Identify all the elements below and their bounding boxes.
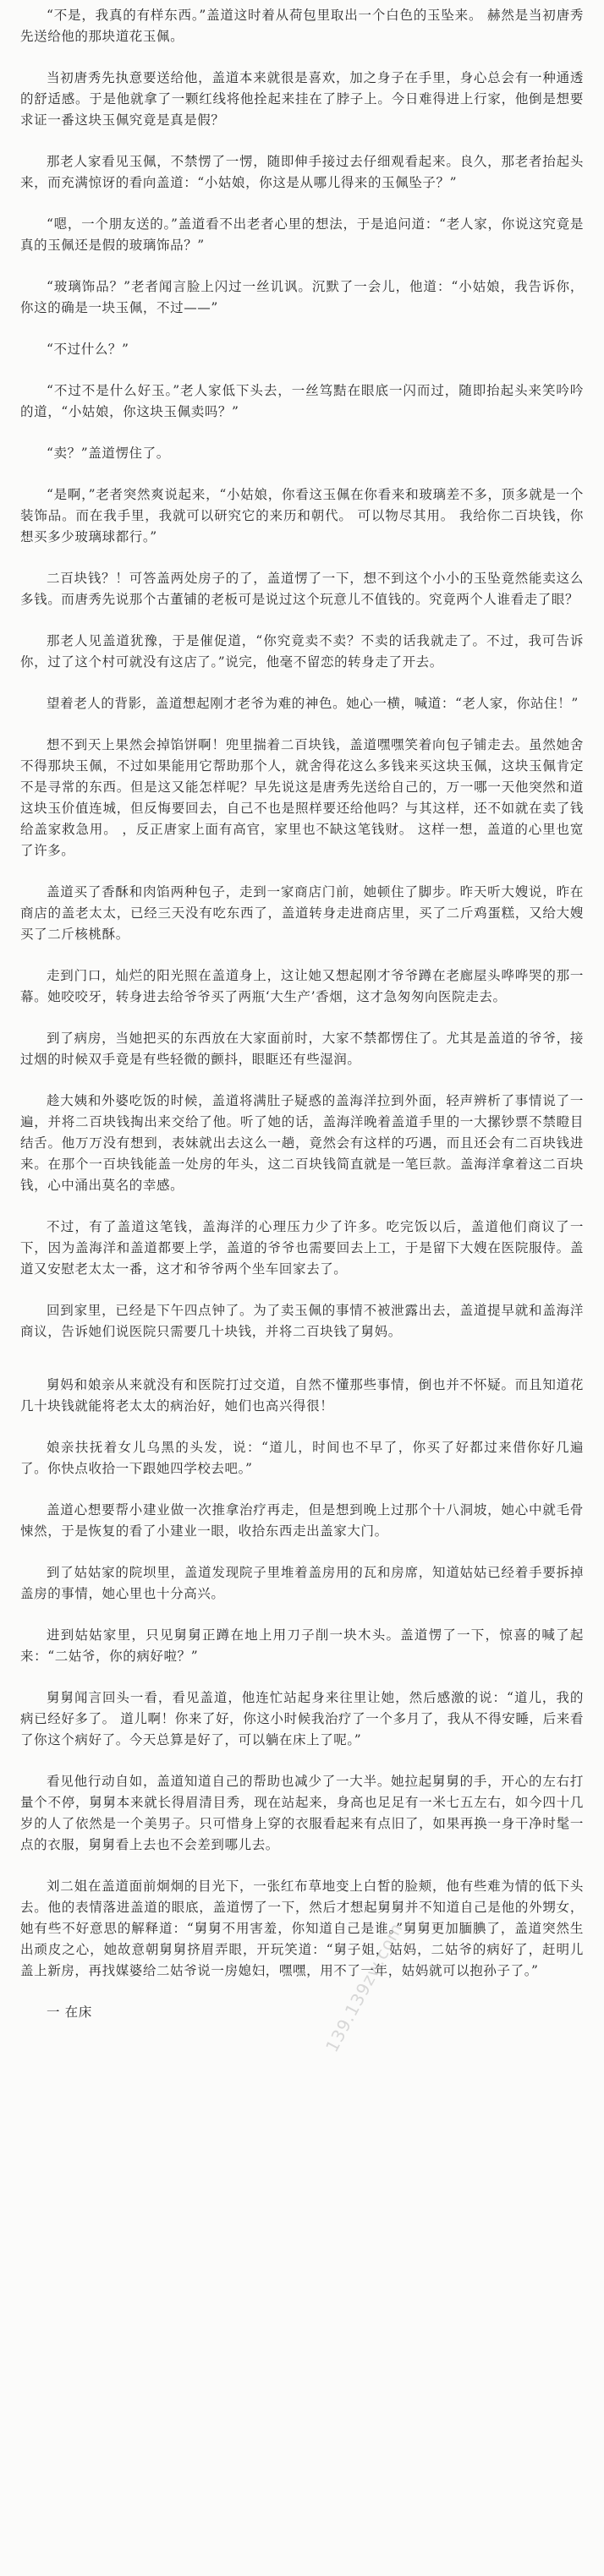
paragraph-16: 到了病房，当她把买的东西放在大家面前时，大家不禁都愣住了。尤其是盖道的爷爷，接过烟的时候双手竟是有些轻微的颤抖，眼眶还有些湿润。 — [20, 1031, 584, 1067]
paragraph-22: 盖道心想要帮小建业做一次推拿治疗再走，但是想到晚上过那个十八洞坡，她心中就毛骨悚然，于是恢复的看了小建业一眼，收拾东西走出盖家大门。 — [20, 1502, 584, 1539]
paragraph-28: 一 在床 — [47, 2004, 92, 2020]
paragraph-14: 盖道买了香酥和肉馅两种包子，走到一家商店门前，她顿住了脚步。昨天听大嫂说，昨在商店的盖老太太，已经三天没有吃东西了，盖道转身走进商店里，买了二斤鸡蛋糕，又给大嫂买了二斤核桃酥。 — [20, 884, 584, 942]
paragraph-10: 二百块钱？！可答盖两处房子的了，盖道愣了一下，想不到这个小小的玉坠竟然能卖这么多钱。而唐秀先说那个古董铺的老板可是说过这个玩意儿不值钱的。究竟两个人谁看走了眼？ — [20, 571, 584, 607]
paragraph-24: 进到姑姑家里，只见舅舅正蹲在地上用刀子削一块木头。盖道愣了一下，惊喜的喊了起来：“二姑爷，你的病好啦？” — [20, 1627, 584, 1664]
paragraph-12: 望着老人的背影，盖道想起刚才老爷为难的神色。她心一横，喊道：“老人家，你站住！” — [47, 696, 579, 711]
site-watermark: 139.139zw.com — [321, 1919, 407, 2056]
paragraph-20: 舅妈和娘亲从来就没有和医院打过交道，自然不懂那些事情，倒也并不怀疑。而且知道花几十块钱就能将老太太的病治好，她们也高兴得很！ — [20, 1377, 584, 1414]
paragraph-19: 回到家里，已经是下午四点钟了。为了卖玉佩的事情不被泄露出去，盖道提早就和盖海洋商议，告诉她们说医院只需要几十块钱，并将二百块钱了舅妈。 — [20, 1303, 584, 1339]
paragraph-13: 想不到天上果然会掉馅饼啊！兜里揣着二百块钱，盖道嘿嘿笑着向包子铺走去。虽然她舍不得那块玉佩，不过如果能用它帮助那个人，就舍得花这么多钱来买这块玉佩，这块玉佩肯定不是寻常的东西。但是这又能怎样呢？早先说这是唐秀先送给自己的，万一哪一天他突然和道这块玉价值连城，但反悔要回去，自己不也是照样要还给他吗？与其这样，还不如就在卖了钱给盖家救急用。 ，反正唐家上面有高官，家里也不缺这笔钱财。 这样一想，盖道的心里也宽了许多。 — [20, 737, 584, 858]
paragraph-3: 那老人家看见玉佩，不禁愣了一愣，随即伸手接过去仔细观看起来。良久，那老者抬起头来，而充满惊讶的看向盖道：“小姑娘，你这是从哪儿得来的玉佩坠子？” — [20, 154, 584, 190]
paragraph-5: “玻璃饰品？”老者闻言脸上闪过一丝讥讽。沉默了一会儿，他道：“小姑娘，我告诉你，你这的确是一块玉佩，不过——” — [20, 279, 584, 315]
paragraph-18: 不过，有了盖道这笔钱，盖海洋的心理压力少了许多。吃完饭以后，盖道他们商议了一下，因为盖海洋和盖道都要上学，盖道的爷爷也需要回去上工，于是留下大嫂在医院服侍。盖道又安慰老太太一番，这才和爷爷两个坐车回家去了。 — [20, 1219, 584, 1277]
paragraph-27: 刘二姐在盖道面前炯炯的目光下，一张红布草地变上白皙的脸颊，他有些难为情的低下头去。他的表情落进盖道的眼底，盖道愣了一下，然后才想起舅舅并不知道自己是他的外甥女，她有些不好意思的解释道：“舅舅不用害羞，你知道自己是谁。”舅舅更加腼腆了，盖道突然生出顽皮之心，她故意朝舅舅挤眉弄眼，开玩笑道：“舅子姐，姑妈，二姑爷的病好了，赶明儿盖上新房，再找媒婆给二姑爷说一房媳妇，嘿嘿，用不了一年，姑妈就可以抱孙子了。” — [20, 1879, 584, 1978]
paragraph-23: 到了姑姑家的院坝里，盖道发现院子里堆着盖房用的瓦和房席，知道姑姑已经着手要拆掉盖房的事情，她心里也十分高兴。 — [20, 1565, 584, 1601]
paragraph-15: 走到门口，灿烂的阳光照在盖道身上，这让她又想起刚才爷爷蹲在老廊屋头哗哗哭的那一幕。她咬咬牙，转身进去给爷爷买了两瓶‘大生产’香烟，这才急匆匆向医院走去。 — [20, 968, 584, 1004]
paragraph-1: “不是，我真的有样东西。”盖道这时着从荷包里取出一个白色的玉坠来。 赫然是当初唐秀先送给他的那块道花玉佩。 — [20, 8, 584, 44]
paragraph-11: 那老人见盖道犹豫，于是催促道，“你究竟卖不卖？不卖的话我就走了。不过，我可告诉你，过了这个村可就没有这店了。”说完，他毫不留恋的转身走了开去。 — [20, 633, 584, 670]
paragraph-7: “不过不是什么好玉。”老人家低下头去，一丝笃黠在眼底一闪而过，随即抬起头来笑吟吟的道，“小姑娘，你这块玉佩卖吗？” — [20, 383, 584, 419]
paragraph-6: “不过什么？” — [47, 342, 129, 357]
paragraph-25: 舅舅闻言回头一看，看见盖道，他连忙站起身来往里让她，然后感激的说：“道儿，我的病已经好多了。 道儿啊！你来了好，你这小时候我治疗了一个多月了，我从不得安睡，后来看了你这个病好了。今天总算是好了，可以躺在床上了呢。” — [20, 1690, 584, 1747]
paragraph-21: 娘亲扶抚着女儿乌黑的头发，说：“道儿，时间也不早了，你买了好都过来借你好几遍了。你快点收拾一下跟她四学校去吧。” — [20, 1440, 584, 1476]
paragraph-9: “是啊，”老者突然爽说起来，“小姑娘，你看这玉佩在你看来和玻璃差不多，顶多就是一个装饰品。而在我手里，我就可以研究它的来历和朝代。 可以物尽其用。 我给你二百块钱，你想买多少玻璃球都行。” — [20, 487, 584, 544]
paragraph-4: “嗯，一个朋友送的。”盖道看不出老者心里的想法，于是追问道：“老人家，你说这究竟是真的玉佩还是假的玻璃饰品？” — [20, 216, 584, 253]
paragraph-26: 看见他行动自如，盖道知道自己的帮助也减少了一大半。她拉起舅舅的手，开心的左右打量个不停，舅舅本来就长得眉清目秀，现在站起来，身高也足足有一米七五左右，如今四十几岁的人了依然是一个美男子。只可惜身上穿的衣服看起来有点旧了，如果再换一身干净时髦一点的衣服，舅舅看上去也不会差到哪儿去。 — [20, 1774, 584, 1852]
paragraph-2: 当初唐秀先执意要送给他，盖道本来就很是喜欢，加之身子在手里，身心总会有一种通透的舒适感。于是他就拿了一颗红线将他拴起来挂在了脖子上。今日难得进上行家，他倒是想要求证一番这块玉佩究竟是真是假？ — [20, 70, 584, 128]
paragraph-17: 趁大姨和外婆吃饭的时候，盖道将满肚子疑惑的盖海洋拉到外面，轻声辨析了事情说了一遍，并将二百块钱掏出来交给了他。听了她的话，盖海洋晚着盖道手里的一大摞钞票不禁瞪目结舌。他万万没有想到，表妹就出去这么一趟，竟然会有这样的巧遇，而且还会有二百块钱进来。在那个一百块钱能盖一处房的年头，这二百块钱简直就是一笔巨款。盖海洋拿着这二百块钱，心中涌出莫名的幸感。 — [20, 1093, 584, 1193]
paragraph-8: “卖？”盖道愣住了。 — [47, 446, 170, 461]
